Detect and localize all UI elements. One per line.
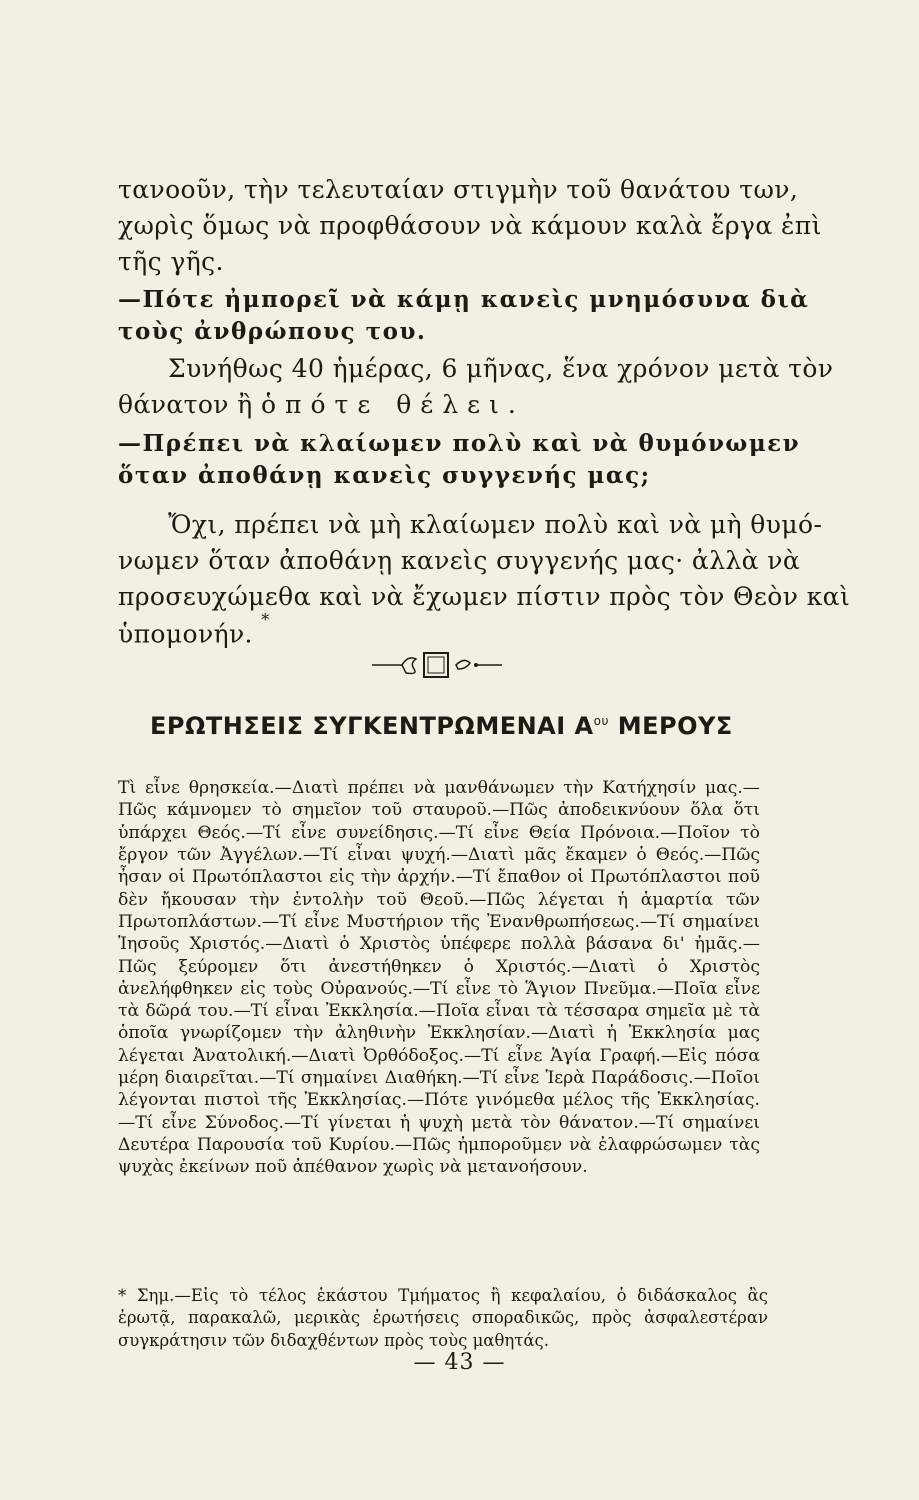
- answer-2-line-a: Ὄχι, πρέπει νὰ μὴ κλαίωμεν πολὺ καὶ νὰ μὴ θυμό-: [168, 510, 823, 539]
- heading-prefix: ΕΡΩΤΗΣΕΙΣ ΣΥΓΚΕΝΤΡΩΜΕΝΑΙ: [150, 712, 566, 740]
- ornament-divider-icon: [372, 645, 502, 685]
- question-2-line-a: —Πρέπει νὰ κλαίωμεν πολὺ καὶ νὰ θυμόνωμεν: [118, 430, 801, 457]
- text-line-2: χωρὶς ὅμως νὰ προφθάσουν νὰ κάμουν καλὰ ἔργα ἐπὶ: [118, 211, 822, 240]
- answer-2-line-d: [118, 610, 270, 649]
- answer-1-line-b: [118, 390, 525, 419]
- footnote-rule: [118, 1257, 718, 1259]
- text-line-1: τανοοῦν, τὴν τελευταίαν στιγμὴν τοῦ θανάτου των,: [118, 175, 799, 204]
- heading-suffix: ΜΕΡΟΥΣ: [617, 712, 733, 740]
- review-questions-paragraph: Τὶ εἶνε θρησκεία.—Διατὶ πρέπει νὰ μανθάνωμεν τὴν Κατήχησίν μας.—Πῶς κάμνομεν τὸ σημεῖον τοῦ σταυροῦ.—Πῶς ἀποδεικνύουν ὅλα ὅτι ὑπάρχει Θεός.—Τί εἶνε συνείδησις.—Τί εἶνε Θεία Πρόνοια.—Ποῖον τὸ ἔργον τῶν Ἀγγέλων.—Τί εἶναι ψυχή.—Διατὶ μᾶς ἔκαμεν ὁ Θεός.—Πῶς ἦσαν οἱ Πρωτόπλαστοι εἰς τὴν ἀρχήν.—Τί ἔπαθον οἱ Πρωτόπλαστοι ποῦ δὲν ἤκουσαν τὴν ἐντολὴν τοῦ Θεοῦ.—Πῶς λέγεται ἡ ἁμαρτία τῶν Πρωτοπλάστων.—Τί εἶνε Μυστήριον τῆς Ἐνανθρωπήσεως.—Τί σημαίνει Ἰησοῦς Χριστός.—Διατὶ ὁ Χριστὸς ὑπέφερε πολλὰ βάσανα δι' ἡμᾶς.—Πῶς ξεύρομεν ὅτι ἀνεστήθηκεν ὁ Χριστός.—Διατὶ ὁ Χριστὸς ἀνελήφθηκεν εἰς τοὺς Οὐρανούς.—Τί εἶνε τὸ Ἅγιον Πνεῦμα.—Ποῖα εἶνε τὰ δῶρά του.—Τί εἶναι Ἐκκλησία.—Ποῖα εἶναι τὰ τέσσαρα σημεῖα μὲ τὰ ὁποῖα γνωρίζομεν τὴν ἀληθινὴν Ἐκκλησίαν.—Διατὶ ἡ Ἐκκλησία μας λέγεται Ἀνατολική.—Διατὶ Ὀρθόδοξος.—Τί εἶνε Ἁγία Γραφή.—Εἰς πόσα μέρη διαιρεῖται.—Τί σημαίνει Διαθήκη.—Τί εἶνε Ἱερὰ Παράδοσις.—Ποῖοι λέγονται πιστοὶ τῆς Ἐκκλησίας.—Πότε γινόμεθα μέλος τῆς Ἐκκλησίας.—Τί εἶνε Σύνοδος.—Τί γίνεται ἡ ψυχὴ μετὰ τὸν θάνατον.—Τί σημαίνει Δευτέρα Παρουσία τοῦ Κυρίου.—Πῶς ἠμποροῦμεν νὰ ἐλαφρώσωμεν τὰς ψυχὰς ἐκείνων ποῦ ἀπέθανον χωρὶς νὰ μετανοήσουν.: [118, 778, 760, 1178]
- page-number: — 43 —: [413, 1350, 506, 1375]
- answer-1-line-a: Συνήθως 40 ἡμέρας, 6 μῆνας, ἕνα χρόνον μετὰ τὸν: [168, 354, 834, 383]
- question-1-line-a: —Πότε ἠμπορεῖ νὰ κάμῃ κανεὶς μνημόσυνα διὰ: [118, 286, 810, 313]
- section-heading: [150, 712, 770, 740]
- question-1-line-b: τοὺς ἀνθρώπους του.: [118, 318, 427, 345]
- answer-1-spaced-text: ὁπότε θέλει.: [260, 390, 525, 419]
- answer-2-last-word: ὑπομονήν.: [118, 619, 253, 649]
- answer-2-line-c: προσευχώμεθα καὶ νὰ ἔχωμεν πίστιν πρὸς τὸν Θεὸν καὶ: [118, 582, 851, 611]
- answer-2-line-b: νωμεν ὅταν ἀποθάνῃ κανεὶς συγγενής μας· ἀλλὰ νὰ: [118, 546, 801, 575]
- answer-1-prefix: θάνατον ἢ: [118, 390, 253, 419]
- footnote-text: * Σημ.—Εἰς τὸ τέλος ἑκάστου Τμήματος ἢ κεφαλαίου, ὁ διδάσκαλος ἂς ἐρωτᾷ, παρακαλῶ, μερικὰς ἐρωτήσεις σποραδικῶς, πρὸς ἀσφαλεστέραν συγκράτησιν τῶν διδαχθέντων πρὸς τοὺς μαθητάς.: [118, 1285, 768, 1350]
- heading-ordinal-suffix: ου: [593, 714, 609, 728]
- question-2-line-b: ὅταν ἀποθάνῃ κανεὶς συγγενής μας;: [118, 462, 651, 489]
- footnote-marker: *: [261, 610, 270, 629]
- heading-letter: Α: [574, 712, 594, 740]
- text-line-3: τῆς γῆς.: [118, 247, 224, 276]
